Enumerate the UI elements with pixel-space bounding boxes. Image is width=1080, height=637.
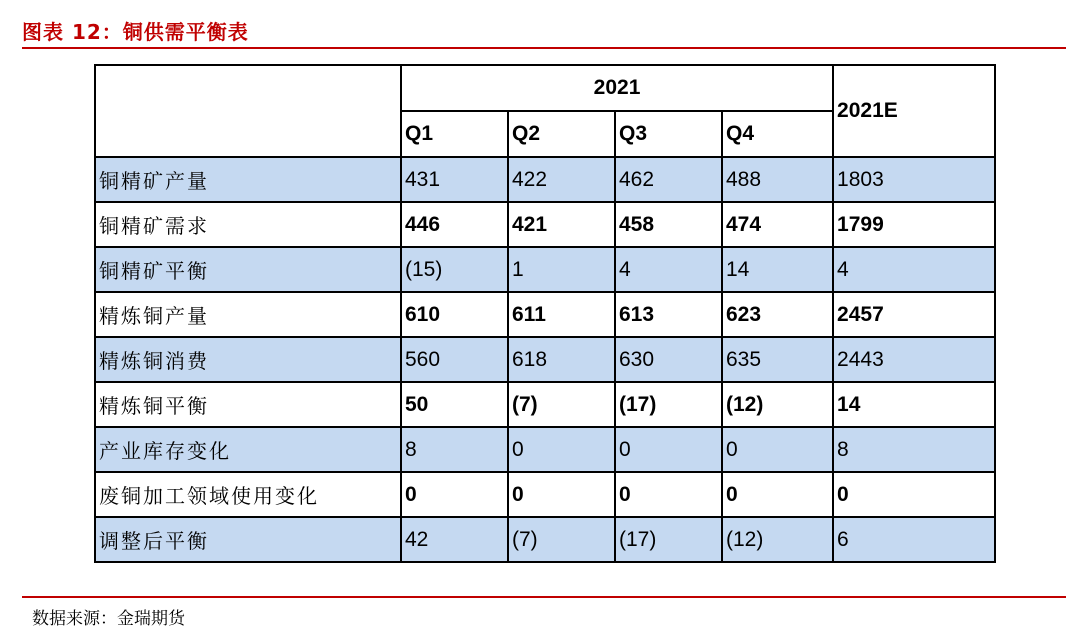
- quarter-cell: 613: [615, 292, 722, 337]
- quarter-cell: 0: [615, 427, 722, 472]
- table-row: [95, 157, 995, 202]
- quarter-cell: 422: [508, 157, 615, 202]
- quarter-cell: 4: [615, 247, 722, 292]
- quarter-cell: (17): [615, 382, 722, 427]
- estimate-header: 2021E: [833, 65, 995, 157]
- quarter-cell: 421: [508, 202, 615, 247]
- estimate-cell: 0: [833, 472, 995, 517]
- quarter-cell: 446: [401, 202, 508, 247]
- quarter-cell: 610: [401, 292, 508, 337]
- quarter-cell: 0: [722, 427, 833, 472]
- quarter-cell: 611: [508, 292, 615, 337]
- quarter-header: Q3: [615, 111, 722, 157]
- quarter-cell: 1: [508, 247, 615, 292]
- quarter-cell: 0: [508, 472, 615, 517]
- year-header: 2021: [401, 65, 833, 111]
- table-row: [95, 292, 995, 337]
- estimate-cell: 4: [833, 247, 995, 292]
- row-label: 产业库存变化: [95, 427, 401, 472]
- table-row: [95, 472, 995, 517]
- quarter-header: Q1: [401, 111, 508, 157]
- figure-title: 图表 12：铜供需平衡表: [22, 20, 249, 44]
- row-label: 废铜加工领域使用变化: [95, 472, 401, 517]
- quarter-cell: 488: [722, 157, 833, 202]
- quarter-cell: 50: [401, 382, 508, 427]
- estimate-cell: 6: [833, 517, 995, 562]
- table-row: [95, 382, 995, 427]
- quarter-cell: 0: [508, 427, 615, 472]
- footer-rule: [22, 596, 1066, 598]
- estimate-cell: 1803: [833, 157, 995, 202]
- quarter-cell: 635: [722, 337, 833, 382]
- table-row: [95, 337, 995, 382]
- quarter-cell: (17): [615, 517, 722, 562]
- row-label: 铜精矿平衡: [95, 247, 401, 292]
- quarter-header: Q4: [722, 111, 833, 157]
- quarter-cell: 42: [401, 517, 508, 562]
- row-label: 精炼铜平衡: [95, 382, 401, 427]
- table-row: [95, 427, 995, 472]
- quarter-cell: 618: [508, 337, 615, 382]
- estimate-cell: 2457: [833, 292, 995, 337]
- quarter-cell: (12): [722, 382, 833, 427]
- title-rule: [22, 47, 1066, 49]
- quarter-cell: (7): [508, 382, 615, 427]
- header-corner: [95, 65, 401, 157]
- quarter-header: Q2: [508, 111, 615, 157]
- row-label: 铜精矿产量: [95, 157, 401, 202]
- quarter-cell: 0: [401, 472, 508, 517]
- source-note: 数据来源：金瑞期货: [32, 609, 185, 629]
- quarter-cell: 0: [615, 472, 722, 517]
- quarter-cell: 623: [722, 292, 833, 337]
- row-label: 调整后平衡: [95, 517, 401, 562]
- quarter-cell: 630: [615, 337, 722, 382]
- quarter-cell: 0: [722, 472, 833, 517]
- estimate-cell: 2443: [833, 337, 995, 382]
- row-label: 铜精矿需求: [95, 202, 401, 247]
- table-row: [95, 247, 995, 292]
- table-row: [95, 202, 995, 247]
- quarter-cell: 462: [615, 157, 722, 202]
- quarter-cell: 431: [401, 157, 508, 202]
- row-label: 精炼铜消费: [95, 337, 401, 382]
- quarter-cell: (12): [722, 517, 833, 562]
- quarter-cell: 474: [722, 202, 833, 247]
- estimate-cell: 8: [833, 427, 995, 472]
- quarter-cell: (7): [508, 517, 615, 562]
- quarter-cell: 458: [615, 202, 722, 247]
- table-row: [95, 517, 995, 562]
- row-label: 精炼铜产量: [95, 292, 401, 337]
- quarter-cell: 14: [722, 247, 833, 292]
- quarter-cell: 560: [401, 337, 508, 382]
- estimate-cell: 1799: [833, 202, 995, 247]
- copper-balance-table: [94, 64, 996, 563]
- estimate-cell: 14: [833, 382, 995, 427]
- quarter-cell: (15): [401, 247, 508, 292]
- quarter-cell: 8: [401, 427, 508, 472]
